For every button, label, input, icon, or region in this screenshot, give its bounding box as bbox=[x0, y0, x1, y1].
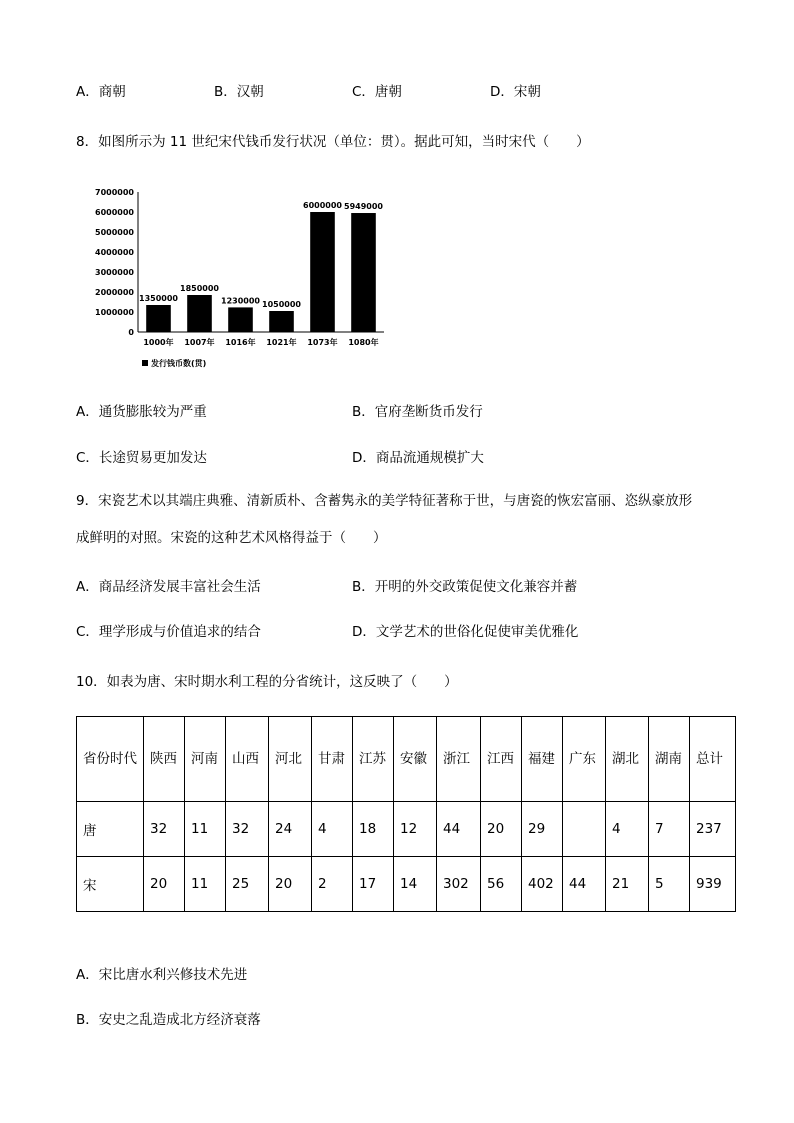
x-tick-label: 1000年 bbox=[143, 338, 174, 347]
water-project-table bbox=[76, 716, 736, 912]
bar bbox=[187, 295, 212, 332]
data-label: 5949000 bbox=[344, 202, 383, 212]
table-header-cell: 安徽 bbox=[394, 717, 437, 802]
table-cell: 20 bbox=[269, 857, 312, 912]
table-cell: 24 bbox=[269, 802, 312, 857]
y-tick-label: 4000000 bbox=[95, 248, 134, 257]
q8-option-c[interactable]: C．长途贸易更加发达 bbox=[76, 450, 207, 466]
q7-option-c[interactable]: C．唐朝 bbox=[352, 84, 402, 100]
table-cell: 29 bbox=[522, 802, 563, 857]
table-cell: 唐 bbox=[77, 802, 144, 857]
q9-stem-line-2: 成鲜明的对照。宋瓷的这种艺术风格得益于（ ） bbox=[76, 530, 387, 546]
q9-option-b[interactable]: B．开明的外交政策促使文化兼容并蓄 bbox=[352, 579, 578, 595]
x-tick-label: 1080年 bbox=[348, 338, 379, 347]
table-header-cell: 省份时代 bbox=[77, 717, 144, 802]
table-cell: 5 bbox=[649, 857, 690, 912]
x-tick-label: 1007年 bbox=[184, 338, 215, 347]
bar bbox=[310, 212, 335, 332]
q10-option-a[interactable]: A．宋比唐水利兴修技术先进 bbox=[76, 967, 248, 983]
table-header-cell: 湖南 bbox=[649, 717, 690, 802]
y-tick-label: 6000000 bbox=[95, 208, 134, 217]
table-header-cell: 甘肃 bbox=[312, 717, 353, 802]
table-header-cell: 总计 bbox=[690, 717, 736, 802]
table-header-cell: 福建 bbox=[522, 717, 563, 802]
x-tick-label: 1021年 bbox=[266, 338, 297, 347]
table-cell: 17 bbox=[353, 857, 394, 912]
table-cell: 11 bbox=[185, 802, 226, 857]
y-tick-label: 3000000 bbox=[95, 268, 134, 277]
table-cell: 939 bbox=[690, 857, 736, 912]
table-header-cell: 河北 bbox=[269, 717, 312, 802]
q8-option-b[interactable]: B．官府垄断货币发行 bbox=[352, 404, 483, 420]
table-header-cell: 江西 bbox=[481, 717, 522, 802]
table-header-cell: 江苏 bbox=[353, 717, 394, 802]
data-label: 1230000 bbox=[221, 296, 260, 306]
table-cell: 32 bbox=[226, 802, 269, 857]
table-cell: 32 bbox=[144, 802, 185, 857]
q10-stem: 10．如表为唐、宋时期水利工程的分省统计，这反映了（ ） bbox=[76, 674, 458, 690]
q8-stem: 8．如图所示为 11 世纪宋代钱币发行状况（单位：贯）。据此可知，当时宋代（ ） bbox=[76, 134, 590, 150]
table-cell: 7 bbox=[649, 802, 690, 857]
table-cell: 20 bbox=[144, 857, 185, 912]
table-cell: 302 bbox=[437, 857, 481, 912]
table-cell: 14 bbox=[394, 857, 437, 912]
bar bbox=[228, 307, 253, 332]
table-cell: 44 bbox=[437, 802, 481, 857]
table-cell: 2 bbox=[312, 857, 353, 912]
y-tick-label: 5000000 bbox=[95, 228, 134, 237]
q9-option-d[interactable]: D．文学艺术的世俗化促使审美优雅化 bbox=[352, 624, 579, 640]
q8-option-d[interactable]: D．商品流通规模扩大 bbox=[352, 450, 484, 466]
q9-stem-line-1: 9．宋瓷艺术以其端庄典雅、清新质朴、含蓄隽永的美学特征著称于世，与唐瓷的恢宏富丽、恣纵豪放形 bbox=[76, 493, 693, 509]
x-tick-label: 1073年 bbox=[307, 338, 338, 347]
table-cell: 11 bbox=[185, 857, 226, 912]
table-cell: 20 bbox=[481, 802, 522, 857]
table-cell: 402 bbox=[522, 857, 563, 912]
q8-option-a[interactable]: A．通货膨胀较为严重 bbox=[76, 404, 207, 420]
table-cell: 12 bbox=[394, 802, 437, 857]
bar bbox=[146, 305, 171, 332]
table-cell: 21 bbox=[606, 857, 649, 912]
data-label: 1050000 bbox=[262, 300, 301, 309]
table-header-cell: 陕西 bbox=[144, 717, 185, 802]
q10-option-b[interactable]: B．安史之乱造成北方经济衰落 bbox=[76, 1012, 261, 1028]
table-header-cell: 浙江 bbox=[437, 717, 481, 802]
table-cell bbox=[563, 802, 606, 857]
legend-label: 发行钱币数(贯) bbox=[151, 359, 207, 368]
table-cell: 237 bbox=[690, 802, 736, 857]
table-row-tang bbox=[77, 802, 736, 857]
q9-option-a[interactable]: A．商品经济发展丰富社会生活 bbox=[76, 579, 261, 595]
table-cell: 4 bbox=[606, 802, 649, 857]
table-cell: 56 bbox=[481, 857, 522, 912]
y-tick-label: 0 bbox=[128, 328, 134, 337]
table-header-cell: 山西 bbox=[226, 717, 269, 802]
table-header-cell: 河南 bbox=[185, 717, 226, 802]
bar bbox=[351, 213, 376, 332]
q7-option-b[interactable]: B．汉朝 bbox=[214, 84, 264, 100]
table-header-cell: 湖北 bbox=[606, 717, 649, 802]
q7-option-d[interactable]: D．宋朝 bbox=[490, 84, 541, 100]
x-tick-label: 1016年 bbox=[225, 338, 256, 347]
y-tick-label: 1000000 bbox=[95, 308, 134, 317]
legend-swatch bbox=[142, 360, 148, 366]
y-tick-label: 2000000 bbox=[95, 288, 134, 297]
data-label: 6000000 bbox=[303, 201, 342, 210]
table-cell: 4 bbox=[312, 802, 353, 857]
table-cell: 25 bbox=[226, 857, 269, 912]
q9-option-c[interactable]: C．理学形成与价值追求的结合 bbox=[76, 624, 261, 640]
table-row-song bbox=[77, 857, 736, 912]
data-label: 1350000 bbox=[139, 294, 178, 303]
q7-option-a[interactable]: A．商朝 bbox=[76, 84, 126, 100]
table-cell: 44 bbox=[563, 857, 606, 912]
bar bbox=[269, 311, 294, 332]
data-label: 1850000 bbox=[180, 284, 219, 293]
table-header-row bbox=[77, 717, 736, 802]
table-header-cell: 广东 bbox=[563, 717, 606, 802]
table-cell: 18 bbox=[353, 802, 394, 857]
y-tick-label: 7000000 bbox=[95, 188, 134, 197]
table-cell: 宋 bbox=[77, 857, 144, 912]
coin-issuance-bar-chart bbox=[76, 180, 406, 380]
